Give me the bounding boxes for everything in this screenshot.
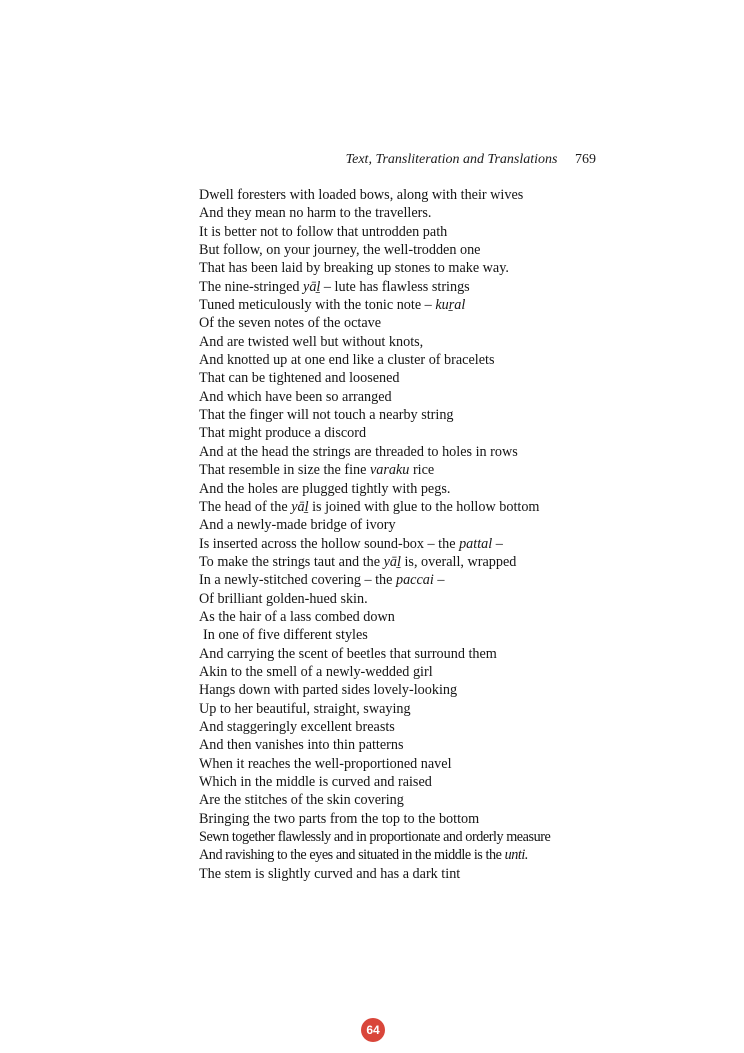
verse-line-text: And staggeringly excellent breasts — [199, 718, 395, 735]
running-head-title: Text, Transliteration and Translations — [345, 152, 558, 167]
verse-line-text: And they mean no harm to the travellers. — [199, 205, 432, 222]
verse-line-italic-term: unti. — [504, 847, 528, 864]
verse-line-text: In a newly-stitched covering – the — [199, 572, 396, 589]
verse-line-text: And a newly-made bridge of ivory — [199, 517, 396, 534]
verse-line — [199, 608, 609, 626]
verse-line-text: And at the head the strings are threaded to holes in rows — [199, 443, 518, 460]
verse-line-text: Are the stitches of the skin covering — [199, 792, 404, 809]
verse-line — [199, 443, 609, 461]
verse-line — [199, 828, 609, 846]
verse-line — [199, 553, 609, 571]
verse-line — [199, 791, 609, 809]
verse-line — [199, 241, 609, 259]
verse-line — [199, 626, 609, 644]
verse-line-text: is, overall, wrapped — [400, 553, 517, 570]
verse-line — [199, 406, 609, 424]
verse-line-text: That can be tightened and loosened — [199, 370, 400, 387]
verse-line-text: – lute has flawless strings — [320, 278, 470, 295]
verse-line-text: is joined with glue to the hollow bottom — [308, 498, 540, 515]
verse-line — [199, 351, 609, 369]
verse-line-text: And which have been so arranged — [199, 388, 392, 405]
verse-line — [199, 461, 609, 479]
verse-line-text: And carrying the scent of beetles that surround them — [199, 645, 497, 662]
verse-line — [199, 498, 609, 516]
verse-line — [199, 590, 609, 608]
verse-line-italic-term: yāḻ — [383, 553, 401, 570]
verse-line — [199, 700, 609, 718]
verse-line-text: Of brilliant golden-hued skin. — [199, 590, 368, 607]
verse-line — [199, 865, 609, 883]
verse-line-text: And ravishing to the eyes and situated in the middle is the — [199, 847, 505, 864]
verse-line — [199, 571, 609, 589]
verse-line-text: In one of five different styles — [203, 627, 368, 644]
verse-line-text: And then vanishes into thin patterns — [199, 737, 404, 754]
verse-line-text: The stem is slightly curved and has a dark tint — [199, 865, 461, 882]
verse-line — [199, 736, 609, 754]
verse-line-text: Which in the middle is curved and raised — [199, 774, 432, 790]
verse-line — [199, 333, 609, 351]
verse-line — [199, 259, 609, 277]
verse-line — [199, 314, 609, 332]
verse-line — [199, 369, 609, 387]
verse-line-text: The head of the — [199, 498, 292, 515]
verse-line-text: And the holes are plugged tightly with pegs. — [199, 480, 451, 497]
verse-line-text: That resemble in size the fine — [199, 462, 370, 479]
verse-line — [199, 645, 609, 663]
verse-line — [199, 278, 609, 296]
verse-line-italic-term: pattal — [459, 535, 493, 552]
verse-line-text: When it reaches the well-proportioned navel — [199, 755, 452, 772]
verse-line-text: That the finger will not touch a nearby string — [199, 407, 454, 424]
verse-line-text: Sewn together flawlessly and in proportionate and orderly measure — [199, 829, 551, 846]
verse-line-italic-term: yāḻ — [291, 498, 309, 515]
verse-line-italic-term: varaku — [369, 462, 410, 479]
verse-line-text: That might produce a discord — [199, 425, 367, 442]
verse-line-text: And knotted up at one end like a cluster of bracelets — [199, 352, 495, 369]
verse-line — [199, 296, 609, 314]
verse-line — [199, 424, 609, 442]
verse-line-text: Akin to the smell of a newly-wedded girl — [199, 663, 433, 680]
verse-line — [199, 535, 609, 553]
verse-line-text: As the hair of a lass combed down — [199, 608, 395, 625]
verse-text-block — [199, 186, 609, 883]
verse-line — [199, 388, 609, 406]
verse-line-text: Bringing the two parts from the top to the bottom — [199, 810, 480, 827]
verse-line — [199, 773, 609, 791]
verse-line — [199, 204, 609, 222]
verse-line-italic-term: kuṟal — [435, 297, 466, 314]
verse-line-text: To make the strings taut and the — [199, 553, 384, 570]
running-head-page-number: 769 — [575, 152, 596, 167]
running-head — [200, 152, 596, 168]
verse-line-text: Up to her beautiful, straight, swaying — [199, 700, 411, 717]
verse-line — [199, 516, 609, 534]
verse-line-text: Tuned meticulously with the tonic note – — [199, 297, 436, 314]
verse-line — [199, 846, 609, 864]
verse-line-text: It is better not to follow that untrodden path — [199, 223, 448, 240]
verse-line-italic-term: yāḻ — [303, 278, 321, 295]
verse-line-text: That has been laid by breaking up stones to make way. — [199, 260, 509, 277]
verse-line-text: Dwell foresters with loaded bows, along with their wives — [199, 187, 524, 203]
verse-line — [199, 755, 609, 773]
verse-line-text: And are twisted well but without knots, — [199, 333, 424, 350]
verse-line-text: The nine-stringed — [199, 278, 304, 295]
verse-line — [199, 223, 609, 241]
verse-line — [199, 810, 609, 828]
verse-line-text: Hangs down with parted sides lovely-looking — [199, 682, 458, 699]
verse-line-text: But follow, on your journey, the well-trodden one — [199, 242, 481, 259]
page-index-badge[interactable]: 64 — [361, 1018, 385, 1042]
verse-line-text: – — [492, 535, 503, 552]
verse-line-italic-term: paccai — [395, 572, 434, 589]
verse-line-text: – — [433, 572, 445, 589]
verse-line — [199, 681, 609, 699]
verse-line — [199, 186, 609, 204]
verse-line — [199, 718, 609, 736]
verse-line — [199, 663, 609, 681]
verse-line — [199, 480, 609, 498]
verse-line-text: rice — [409, 462, 435, 479]
verse-line-text: Of the seven notes of the octave — [199, 315, 382, 332]
verse-line-text: Is inserted across the hollow sound-box – the — [199, 535, 460, 552]
